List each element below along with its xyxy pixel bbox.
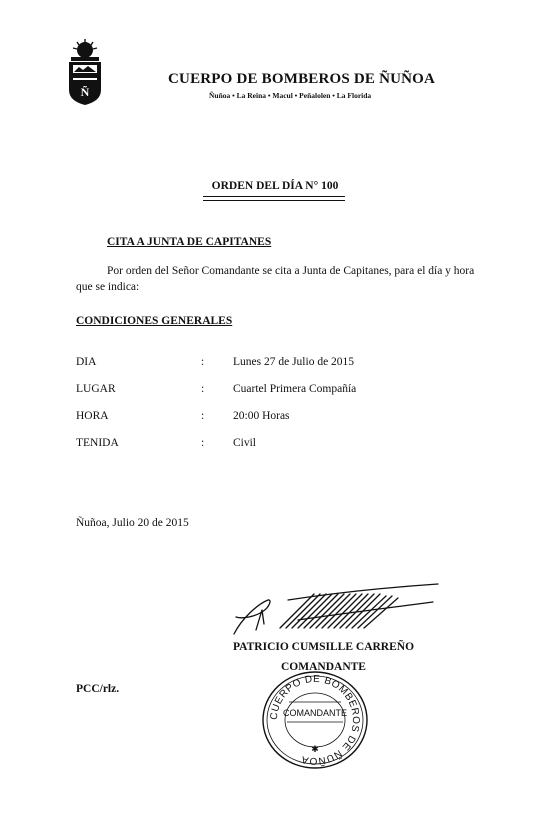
condition-value-lugar: Cuartel Primera Compañía	[233, 383, 357, 395]
condition-label-tenida: TENIDA	[76, 437, 119, 449]
condition-value-tenida: Civil	[233, 437, 257, 449]
condition-separator: :	[201, 356, 205, 368]
order-title: ORDEN DEL DÍA N° 100	[211, 180, 339, 192]
cita-body-paragraph: Por orden del Señor Comandante se cita a Junta de Capitanes, para el día y hora que se indica:	[76, 265, 475, 293]
stamp-center-text: COMANDANTE	[282, 708, 348, 718]
communes-subtitle: Ñuñoa • La Reina • Macul • Peñalolen • La Florida	[209, 91, 372, 100]
handwritten-signature	[228, 580, 448, 640]
circular-seal-stamp	[258, 664, 372, 770]
cita-heading: CITA A JUNTA DE CAPITANES	[107, 236, 272, 248]
signer-name: PATRICIO CUMSILLE CARREÑO	[233, 641, 415, 653]
condition-value-hora: 20:00 Horas	[233, 410, 290, 422]
signer-title: COMANDANTE	[281, 661, 366, 673]
place-and-date: Ñuñoa, Julio 20 de 2015	[76, 517, 189, 529]
stamp-ring-text: CUERPO DE BOMBEROS DE ÑUÑOA	[268, 673, 362, 767]
svg-text:Ñ: Ñ	[80, 85, 90, 99]
conditions-heading: CONDICIONES GENERALES	[76, 315, 233, 327]
svg-text:✱: ✱	[311, 745, 319, 755]
condition-label-lugar: LUGAR	[76, 383, 116, 395]
fire-department-crest-icon	[66, 38, 104, 106]
condition-label-hora: HORA	[76, 410, 109, 422]
condition-value-dia: Lunes 27 de Julio de 2015	[233, 356, 355, 368]
condition-separator: :	[201, 410, 205, 422]
condition-separator: :	[201, 383, 205, 395]
organization-name: CUERPO DE BOMBEROS DE ÑUÑOA	[168, 71, 436, 87]
condition-separator: :	[201, 437, 205, 449]
reference-initials: PCC/rlz.	[76, 683, 120, 695]
condition-label-dia: DIA	[76, 356, 97, 368]
title-double-rule	[203, 196, 345, 201]
